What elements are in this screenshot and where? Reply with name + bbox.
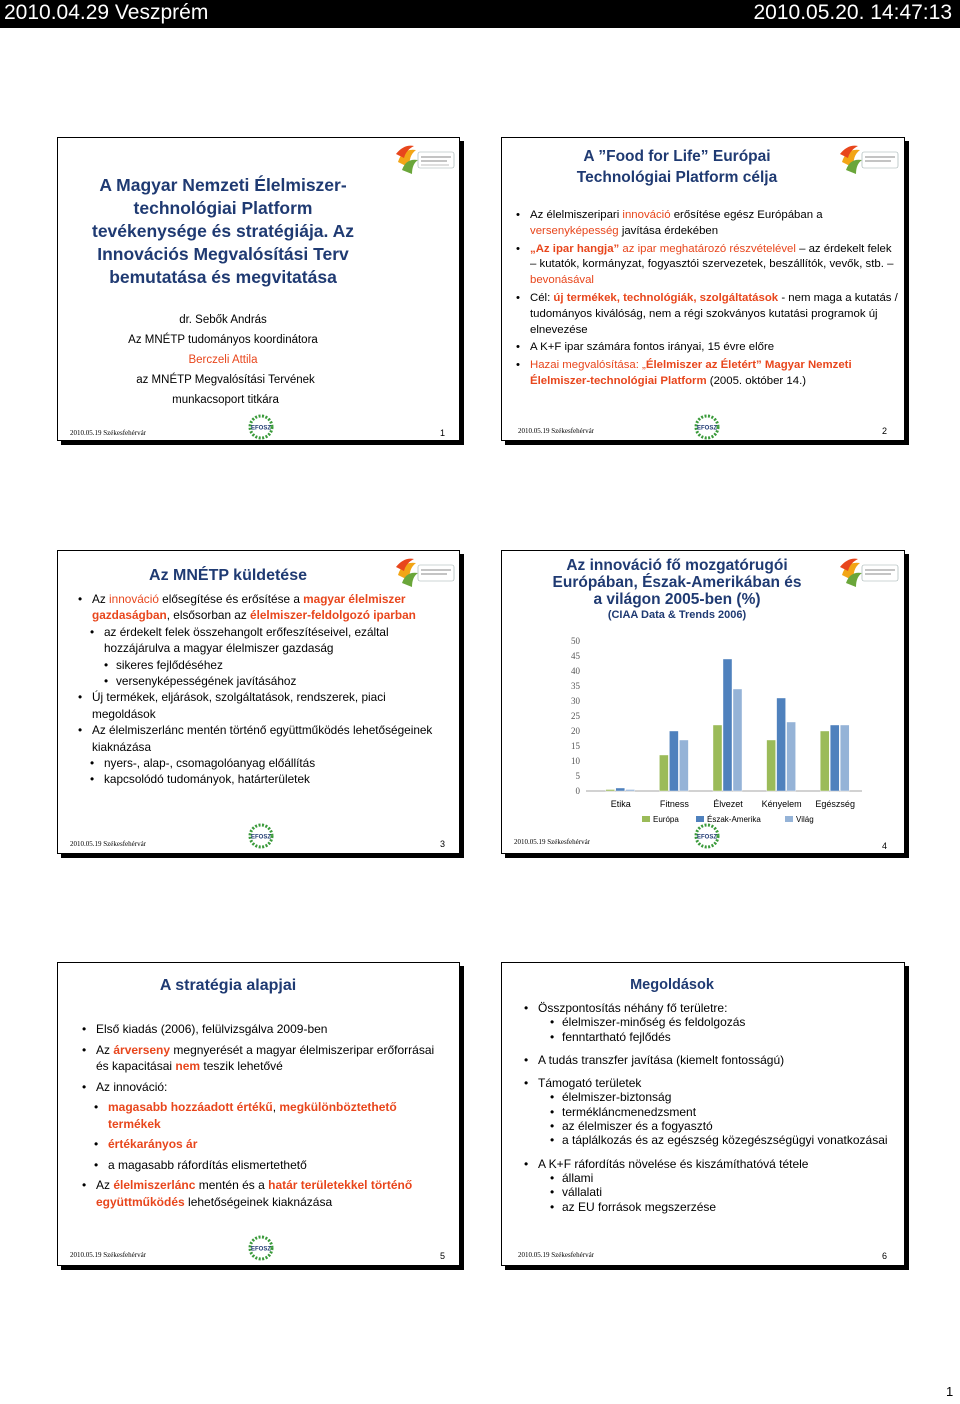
list-item: • A K+F ipar számára fontos irányai, 15 évre előre: [516, 340, 898, 356]
list-item: • az élelmiszer és a fogyasztó: [524, 1119, 894, 1133]
slide-3: [57, 550, 460, 854]
y-tick-label: 10: [571, 756, 580, 766]
bar-Észak-Amerika: [830, 725, 839, 791]
list-item: • Az élelmiszeripari innováció erősítése egész Európában a versenyképesség javítása érdekében: [516, 208, 898, 240]
bar-Világ: [733, 689, 742, 791]
header-right: 2010.05.20. 14:47:13: [753, 1, 952, 24]
ftp-logo-icon: [838, 140, 900, 180]
svg-text:EFOSZ: EFOSZ: [250, 1246, 272, 1253]
list-item: • A K+F ráfordítás növelése és kiszámíthatóvá tétele: [524, 1157, 894, 1171]
slide-5: [57, 962, 460, 1266]
list-item: • az érdekelt felek összehangolt erőfeszítéseivel, ezáltal hozzájárulva a magyar élelmiszer gazdaság: [78, 624, 438, 657]
presenter-role: Az MNÉTP tudományos koordinátora: [128, 334, 318, 346]
title-line: Az innováció fő mozgatórugói: [566, 557, 788, 574]
bar-Európa: [820, 731, 829, 791]
bar-Észak-Amerika: [723, 659, 732, 791]
efosz-logo-icon: [694, 414, 720, 440]
presenter-name: dr. Sebők András: [179, 314, 267, 326]
slide-2-bullets: [516, 208, 898, 390]
svg-text:EFOSZ: EFOSZ: [696, 834, 718, 841]
list-item: • Támogató területek: [524, 1076, 894, 1090]
legend-swatch: [785, 816, 793, 822]
bar-Világ: [840, 725, 849, 791]
title-line: Európában, Észak-Amerikában és: [552, 574, 802, 591]
slide-footer: 2010.05.19 Székesfehérvár: [514, 838, 591, 846]
y-tick-label: 5: [575, 771, 580, 781]
bar-Világ: [787, 722, 796, 791]
slide-number: 3: [440, 839, 446, 849]
list-item: • Első kiadás (2006), felülvizsgálva 2009-ben: [82, 1021, 442, 1038]
svg-text:EFOSZ: EFOSZ: [250, 425, 272, 432]
slide-number: 1: [440, 428, 446, 438]
slide-4: [501, 550, 905, 854]
list-item: • értékarányos ár: [82, 1136, 442, 1153]
bar-Észak-Amerika: [777, 698, 786, 791]
list-item: • fenntartható fejlődés: [524, 1030, 894, 1044]
slide-footer: 2010.05.19 Székesfehérvár: [518, 1251, 595, 1259]
slide-footer: 2010.05.19 Székesfehérvár: [518, 427, 595, 435]
list-item: • vállalati: [524, 1185, 894, 1199]
list-item: • A tudás transzfer javítása (kiemelt fontosságú): [524, 1053, 894, 1067]
slide-2-title: [532, 146, 822, 188]
list-item: • a magasabb ráfordítás elismertethető: [82, 1157, 442, 1174]
bar-Európa: [659, 755, 668, 791]
legend-swatch: [696, 816, 704, 822]
bar-Európa: [713, 725, 722, 791]
x-tick-label: Fitness: [659, 799, 689, 809]
list-item: • a táplálkozás és az egészség közegészségügyi vonatkozásai: [524, 1133, 894, 1147]
legend-label: Észak-Amerika: [707, 815, 761, 824]
slide-5-bullets: [82, 1021, 442, 1210]
chart-subtitle: (CIAA Data & Trends 2006): [607, 609, 747, 621]
ftp-logo-icon: [838, 553, 900, 593]
ftp-logo-icon: [394, 140, 456, 180]
x-tick-label: Egészség: [815, 799, 855, 809]
slide-number: 5: [440, 1251, 446, 1261]
ftp-logo-icon: [394, 553, 456, 593]
page-number: 1: [946, 1384, 954, 1399]
y-tick-label: 30: [571, 696, 580, 706]
y-tick-label: 35: [571, 681, 580, 691]
list-item: • kapcsolódó tudományok, határterületek: [78, 771, 438, 787]
list-item: • Az innováció elősegítése és erősítése a magyar élelmiszer gazdaságban, elsősorban az élelmiszer-feldolgozó iparban: [78, 591, 438, 624]
title-line: technológiai Platform: [133, 198, 313, 218]
x-tick-label: Etika: [610, 799, 631, 809]
y-tick-label: 15: [571, 741, 580, 751]
legend-label: Világ: [796, 815, 814, 824]
list-item: • Hazai megvalósítása: „Élelmiszer az Életért” Magyar Nemzeti Élelmiszer-technológiai Platform (2005. október 14.): [516, 358, 898, 390]
page-header: [0, 0, 960, 28]
bar-Világ: [679, 740, 688, 791]
slide-4-title: [512, 557, 842, 608]
list-item: • Az innováció:: [82, 1079, 442, 1096]
title-line: tevékenysége és stratégiája. Az: [92, 221, 354, 241]
list-item: • termékláncmenedzsment: [524, 1105, 894, 1119]
title-line: a világon 2005-ben (%): [593, 591, 761, 608]
bar-Európa: [767, 740, 776, 791]
slide-1: [57, 137, 460, 441]
efosz-logo-icon: [248, 823, 274, 849]
list-item: • Az élelmiszerlánc mentén és a határ területekkel történő együttműködés lehetőségeinek kiaknázása: [82, 1177, 442, 1210]
slide-number: 6: [882, 1251, 888, 1261]
slide-6: [501, 962, 905, 1266]
y-tick-label: 45: [571, 651, 580, 661]
efosz-logo-icon: [694, 823, 720, 849]
slide-number: 4: [882, 841, 888, 851]
y-tick-label: 25: [571, 711, 580, 721]
slide-6-title: Megoldások: [630, 977, 714, 993]
list-item: • élelmiszer-biztonság: [524, 1090, 894, 1104]
bar-Észak-Amerika: [616, 788, 625, 791]
list-item: • Az élelmiszerlánc mentén történő együttműködés lehetőségeinek kiaknázása: [78, 722, 438, 755]
x-tick-label: Kényelem: [761, 799, 802, 809]
list-item: • Összpontosítás néhány fő területre:: [524, 1001, 894, 1015]
list-item: • versenyképességének javításához: [78, 673, 438, 689]
svg-text:EFOSZ: EFOSZ: [250, 834, 272, 841]
title-line: Innovációs Megvalósítási Terv: [97, 244, 349, 264]
efosz-logo-icon: [248, 1235, 274, 1261]
svg-text:EFOSZ: EFOSZ: [696, 425, 718, 432]
legend-swatch: [642, 816, 650, 822]
title-line: bemutatása és megvitatása: [109, 267, 337, 287]
y-tick-label: 40: [571, 666, 580, 676]
list-item: • sikeres fejlődéséhez: [78, 657, 438, 673]
slide-number: 2: [882, 426, 888, 436]
slide-5-title: A stratégia alapjai: [159, 977, 297, 994]
list-item: • élelmiszer-minőség és feldolgozás: [524, 1015, 894, 1029]
title-line: Technológiai Platform célja: [576, 169, 778, 186]
bar-chart: [502, 629, 904, 829]
slide-footer: 2010.05.19 Székesfehérvár: [70, 840, 147, 848]
list-item: • Cél: új termékek, technológiák, szolgáltatások - nem maga a kutatás / tudományos kiválóság, nem a régi szokványos kutatási programok új elnevezése: [516, 291, 898, 338]
slide-3-title: Az MNÉTP küldetése: [149, 567, 307, 584]
header-left: 2010.04.29 Veszprém: [4, 1, 209, 24]
bar-Észak-Amerika: [669, 731, 678, 791]
list-item: • Új termékek, eljárások, szolgáltatások, rendszerek, piaci megoldások: [78, 689, 438, 722]
y-tick-label: 0: [575, 786, 580, 796]
list-item: • nyers-, alap-, csomagolóanyag előállítás: [78, 755, 438, 771]
second-presenter: Berczeli Attila: [188, 354, 258, 366]
list-item: • „Az ipar hangja” az ipar meghatározó részvételével – az érdekelt felek – kutatók, kormányzat, fogyasztói szervezetek, beszállítók, vevők, stb. – bevonásával: [516, 242, 898, 289]
slide-3-bullets: [78, 591, 438, 788]
bar-Világ: [626, 790, 635, 792]
list-item: • állami: [524, 1171, 894, 1185]
y-tick-label: 20: [571, 726, 580, 736]
y-tick-label: 50: [571, 636, 580, 646]
slide-footer: 2010.05.19 Székesfehérvár: [70, 1251, 147, 1259]
slide-1-title: [58, 174, 388, 289]
list-item: • magasabb hozzáadott értékű, megkülönböztethető termékek: [82, 1099, 442, 1132]
list-item: • az EU források megszerzése: [524, 1200, 894, 1214]
legend-label: Európa: [653, 815, 679, 824]
x-tick-label: Élvezet: [713, 799, 743, 809]
title-line: A ”Food for Life” Európai: [583, 148, 771, 165]
slide-6-bullets: [524, 1001, 894, 1214]
title-line: A Magyar Nemzeti Élelmiszer-: [99, 175, 347, 195]
second-role: az MNÉTP Megvalósítási Tervének munkacsoport titkára: [136, 374, 315, 406]
slide-2: [501, 137, 905, 441]
slide-footer: 2010.05.19 Székesfehérvár: [70, 429, 147, 437]
list-item: • Az árverseny megnyerését a magyar élelmiszeripar erőforrásai és kapacitásai nem teszik lehetővé: [82, 1042, 442, 1075]
bar-Európa: [606, 790, 615, 792]
efosz-logo-icon: [248, 414, 274, 440]
